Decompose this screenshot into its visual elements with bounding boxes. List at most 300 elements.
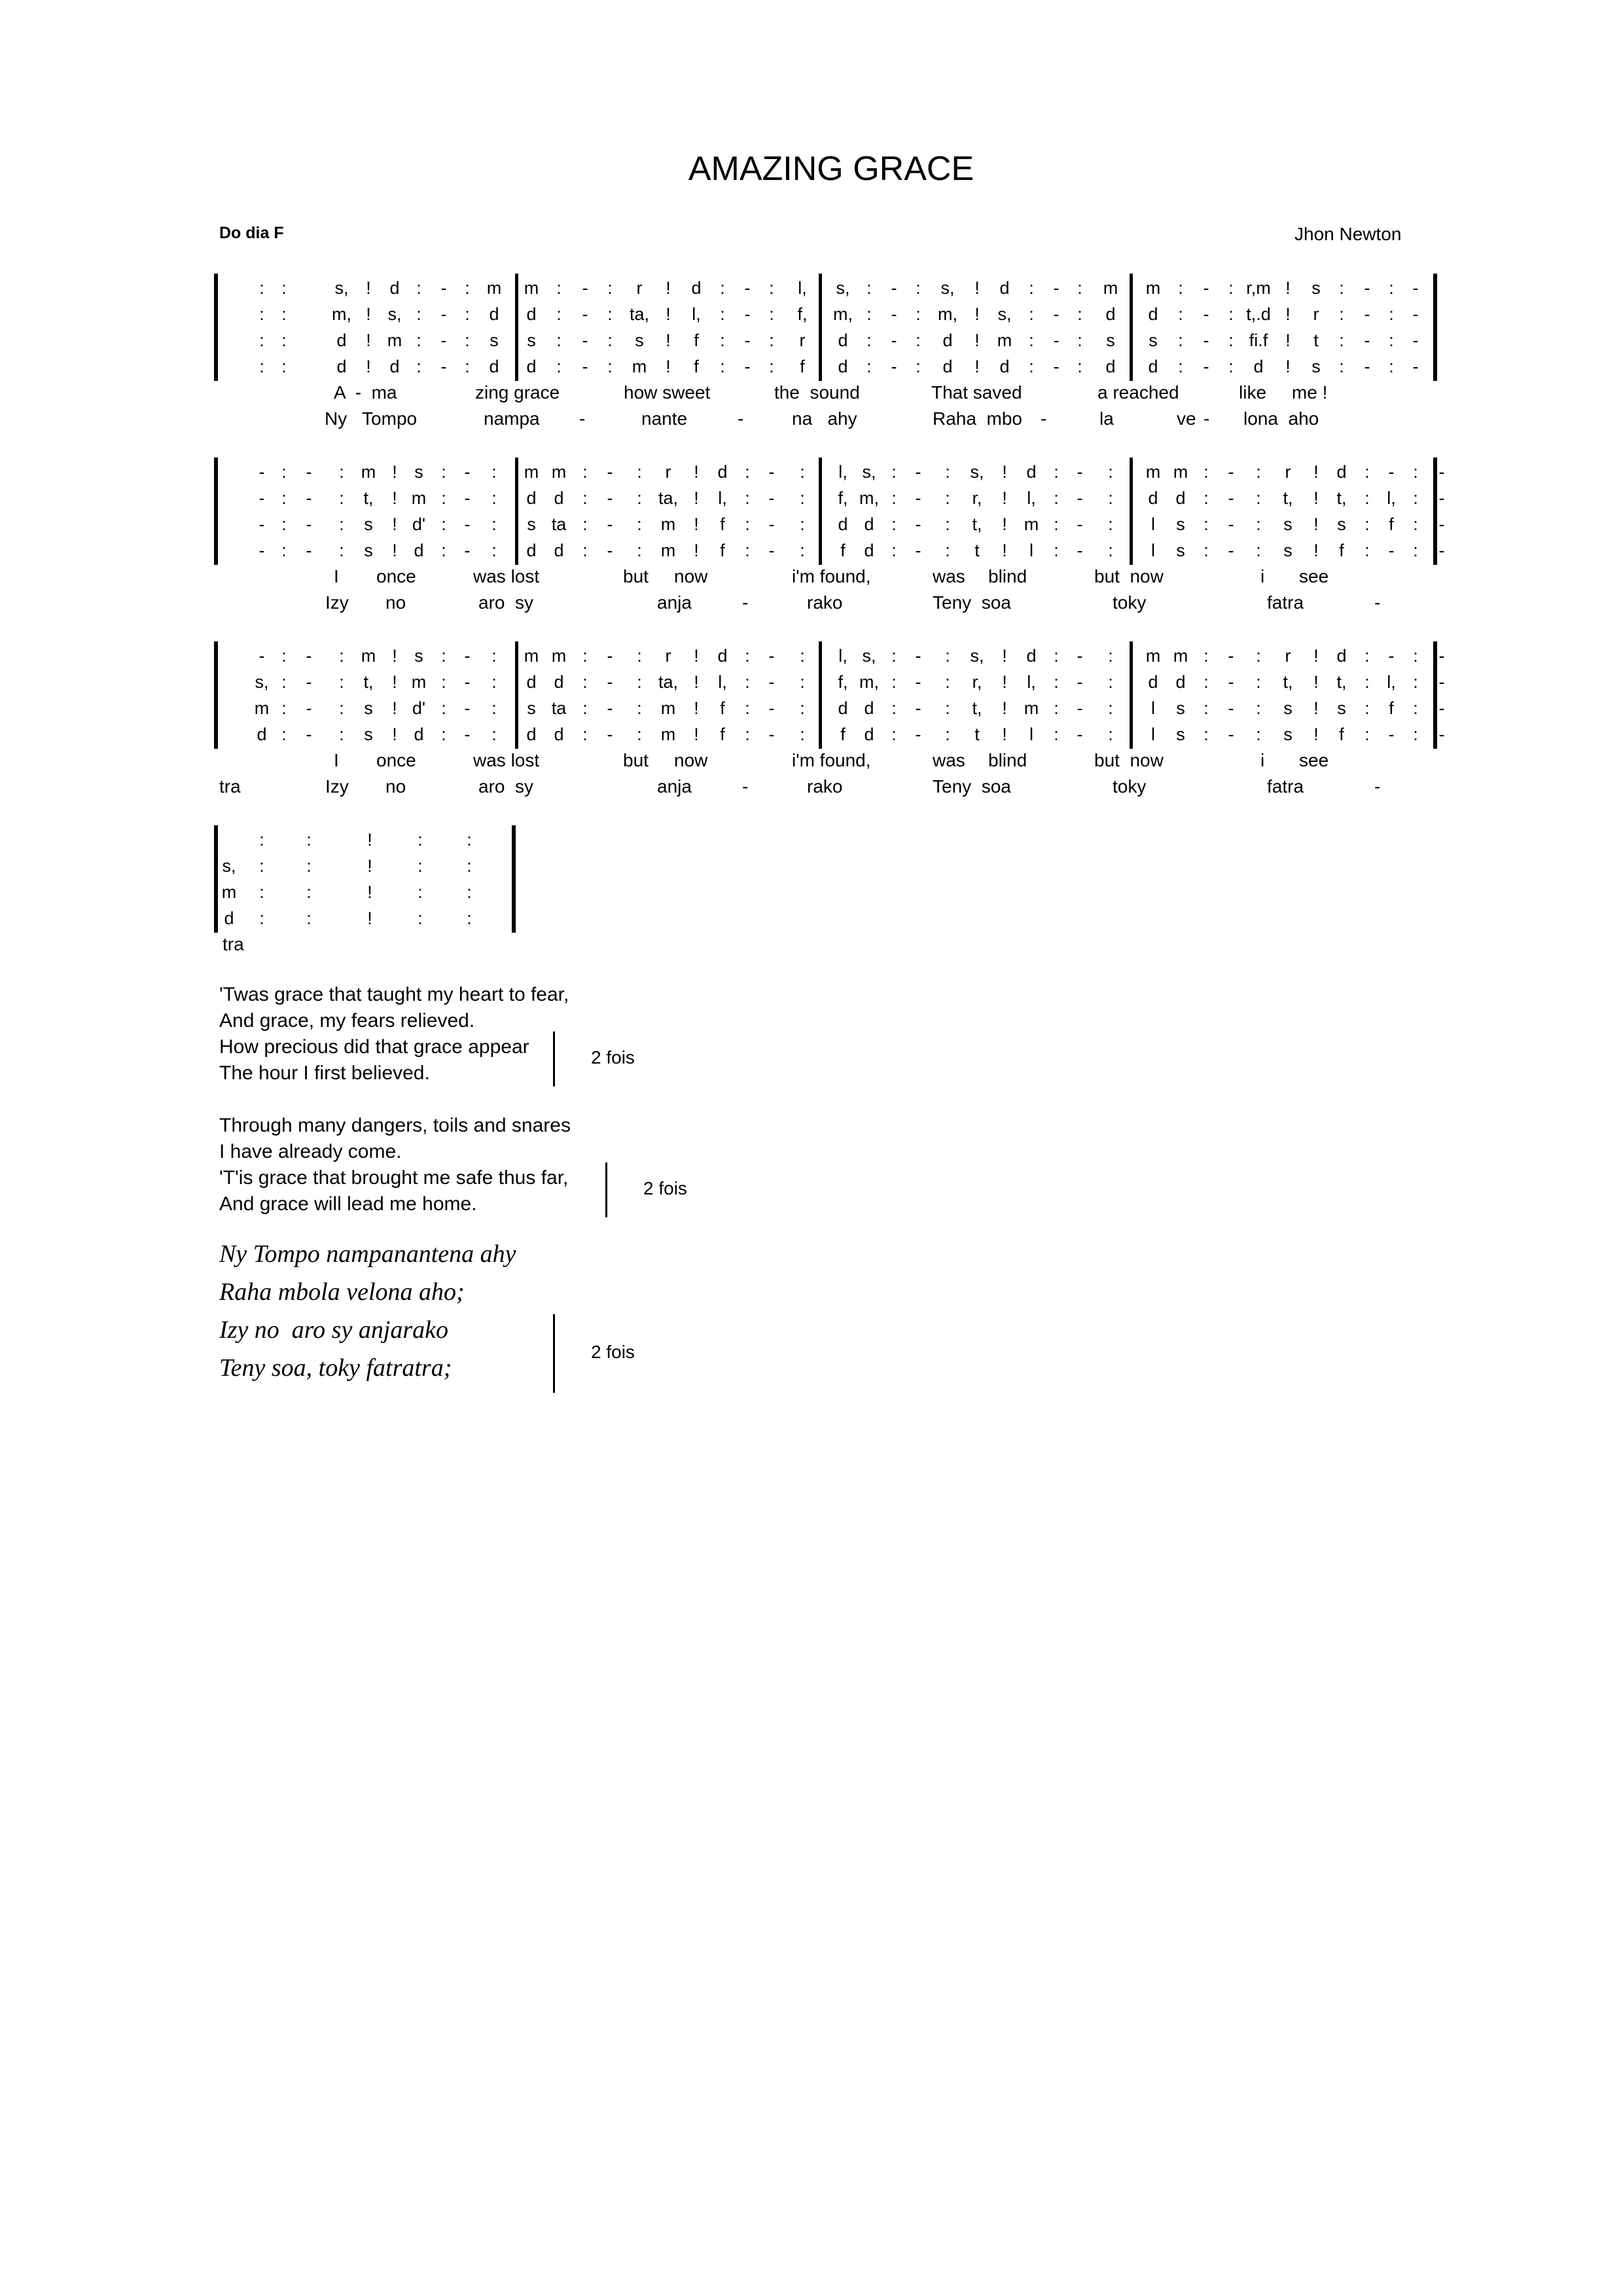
solfa-note: t, bbox=[363, 672, 374, 692]
solfa-note: : bbox=[866, 357, 872, 376]
solfa-note: : bbox=[259, 908, 264, 928]
solfa-note: m bbox=[551, 462, 567, 482]
solfa-note: m bbox=[1103, 278, 1118, 298]
solfa-note: - bbox=[1438, 541, 1445, 560]
solfa-note: : bbox=[1029, 331, 1034, 350]
solfa-note: m bbox=[660, 514, 676, 534]
solfa-note: - bbox=[1077, 646, 1083, 666]
system-right-bar bbox=[1433, 274, 1437, 381]
solfa-note: - bbox=[1053, 357, 1060, 376]
solfa-note: : bbox=[1204, 646, 1209, 666]
solfa-note: - bbox=[1228, 541, 1234, 560]
solfa-note: ! bbox=[392, 672, 397, 692]
solfa-note: ! bbox=[1002, 646, 1007, 666]
verse-line: Raha mbola velona aho; bbox=[219, 1278, 465, 1306]
lyric-syllable: blind bbox=[988, 566, 1027, 586]
solfa-note: : bbox=[1077, 278, 1082, 298]
solfa-note: d bbox=[526, 304, 537, 324]
system-right-bar bbox=[1433, 641, 1437, 749]
repeat-bar bbox=[553, 1314, 555, 1393]
solfa-note: : bbox=[339, 541, 344, 560]
solfa-note: : bbox=[281, 646, 287, 666]
solfa-note: : bbox=[582, 541, 588, 560]
solfa-note: d bbox=[864, 698, 874, 718]
solfa-note: d bbox=[489, 357, 499, 376]
solfa-note: s bbox=[527, 514, 536, 534]
solfa-note: - bbox=[464, 462, 471, 482]
page-title: AMAZING GRACE bbox=[688, 150, 974, 188]
lyric-syllable: rako bbox=[807, 776, 843, 797]
measure-bar bbox=[1130, 274, 1133, 381]
solfa-note: - bbox=[1228, 462, 1234, 482]
system-left-bar bbox=[214, 641, 218, 749]
solfa-note: - bbox=[768, 698, 775, 718]
solfa-note: m bbox=[1145, 646, 1161, 666]
solfa-note: : bbox=[1228, 278, 1234, 298]
lyric-syllable: anja bbox=[657, 592, 692, 613]
solfa-note: - bbox=[1203, 331, 1209, 350]
lyric-syllable: na ahy bbox=[792, 408, 857, 429]
lyric-syllable: now bbox=[674, 750, 708, 770]
solfa-note: - bbox=[915, 514, 921, 534]
solfa-note: ! bbox=[1002, 462, 1007, 482]
solfa-note: - bbox=[440, 304, 447, 324]
solfa-note: : bbox=[281, 278, 287, 298]
solfa-note: : bbox=[891, 488, 897, 508]
solfa-note: l, bbox=[798, 278, 807, 298]
solfa-note: d bbox=[554, 488, 564, 508]
solfa-note: : bbox=[491, 646, 497, 666]
solfa-note: ! bbox=[1285, 304, 1291, 324]
verse-line: Through many dangers, toils and snares bbox=[219, 1115, 571, 1136]
solfa-note: : bbox=[1364, 488, 1370, 508]
lyric-syllable: nante bbox=[641, 408, 688, 429]
solfa-note: : bbox=[800, 698, 805, 718]
lyric-syllable: aro sy bbox=[478, 592, 534, 613]
lyric-syllable: no bbox=[385, 776, 406, 797]
lyric-syllable: see bbox=[1299, 566, 1329, 586]
solfa-note: : bbox=[1256, 514, 1261, 534]
solfa-note: m bbox=[221, 882, 237, 902]
solfa-note: : bbox=[945, 488, 950, 508]
solfa-note: ! bbox=[1313, 514, 1319, 534]
solfa-note: ! bbox=[1313, 672, 1319, 692]
solfa-note: - bbox=[1364, 278, 1370, 298]
solfa-note: f bbox=[800, 357, 805, 376]
solfa-note: l, bbox=[692, 304, 701, 324]
solfa-note: r bbox=[1285, 646, 1291, 666]
solfa-note: : bbox=[945, 698, 950, 718]
solfa-note: s bbox=[1176, 698, 1185, 718]
solfa-note: m, bbox=[332, 304, 351, 324]
solfa-note: : bbox=[339, 725, 344, 744]
solfa-note: f bbox=[840, 541, 846, 560]
solfa-note: : bbox=[945, 541, 950, 560]
solfa-note: : bbox=[441, 672, 446, 692]
solfa-note: : bbox=[339, 646, 344, 666]
solfa-note: : bbox=[1364, 725, 1370, 744]
solfa-note: - bbox=[464, 488, 471, 508]
solfa-note: ! bbox=[1285, 357, 1291, 376]
solfa-note: l bbox=[1029, 725, 1033, 744]
solfa-note: s, bbox=[334, 278, 349, 298]
solfa-note: m, bbox=[859, 672, 879, 692]
solfa-note: r bbox=[636, 278, 643, 298]
solfa-note: l, bbox=[718, 672, 727, 692]
solfa-note: - bbox=[915, 698, 921, 718]
solfa-note: d bbox=[389, 357, 400, 376]
solfa-note: : bbox=[1108, 672, 1113, 692]
solfa-note: m bbox=[411, 488, 427, 508]
solfa-note: l bbox=[1151, 541, 1155, 560]
solfa-note: - bbox=[744, 357, 751, 376]
solfa-note: - bbox=[1438, 462, 1445, 482]
solfa-note: s bbox=[1283, 698, 1293, 718]
solfa-note: ! bbox=[1285, 278, 1291, 298]
solfa-note: : bbox=[1413, 488, 1418, 508]
solfa-note: ta bbox=[551, 698, 567, 718]
lyric-syllable: was bbox=[933, 750, 965, 770]
solfa-note: : bbox=[745, 514, 750, 534]
solfa-note: s bbox=[1337, 698, 1346, 718]
solfa-note: : bbox=[582, 514, 588, 534]
solfa-note: - bbox=[607, 698, 613, 718]
solfa-note: : bbox=[866, 278, 872, 298]
solfa-note: - bbox=[1412, 357, 1419, 376]
solfa-note: - bbox=[1228, 698, 1234, 718]
solfa-note: t, bbox=[363, 488, 374, 508]
solfa-note: d bbox=[1105, 304, 1116, 324]
solfa-note: - bbox=[1077, 725, 1083, 744]
solfa-note: s, bbox=[970, 646, 984, 666]
solfa-note: s bbox=[364, 698, 373, 718]
solfa-note: - bbox=[1053, 331, 1060, 350]
solfa-note: : bbox=[891, 646, 897, 666]
solfa-note: : bbox=[416, 304, 421, 324]
solfa-note: d bbox=[336, 331, 347, 350]
solfa-note: m bbox=[387, 331, 402, 350]
solfa-note: l, bbox=[838, 462, 847, 482]
solfa-note: s bbox=[490, 331, 499, 350]
solfa-note: t,.d bbox=[1246, 304, 1271, 324]
solfa-note: d bbox=[1253, 357, 1264, 376]
solfa-note: d bbox=[838, 514, 848, 534]
solfa-note: ! bbox=[1002, 672, 1007, 692]
solfa-note: ! bbox=[666, 357, 671, 376]
solfa-note: : bbox=[582, 698, 588, 718]
solfa-note: - bbox=[768, 514, 775, 534]
solfa-note: m bbox=[1145, 462, 1161, 482]
solfa-note: : bbox=[1413, 514, 1418, 534]
solfa-note: - bbox=[306, 646, 312, 666]
solfa-note: - bbox=[1053, 304, 1060, 324]
solfa-note: : bbox=[866, 331, 872, 350]
solfa-note: ta bbox=[551, 514, 567, 534]
solfa-note: - bbox=[1438, 698, 1445, 718]
solfa-note: : bbox=[637, 672, 642, 692]
solfa-note: m bbox=[997, 331, 1012, 350]
solfa-note: s bbox=[1106, 331, 1115, 350]
solfa-note: d bbox=[1148, 672, 1158, 692]
solfa-note: : bbox=[491, 541, 497, 560]
solfa-note: m, bbox=[938, 304, 957, 324]
solfa-note: : bbox=[259, 278, 264, 298]
solfa-note: - bbox=[1228, 514, 1234, 534]
solfa-note: - bbox=[1388, 646, 1395, 666]
solfa-note: f, bbox=[838, 672, 848, 692]
solfa-note: f bbox=[720, 541, 725, 560]
solfa-note: : bbox=[1029, 357, 1034, 376]
solfa-note: - bbox=[1228, 488, 1234, 508]
solfa-note: : bbox=[1029, 278, 1034, 298]
solfa-note: : bbox=[745, 646, 750, 666]
solfa-note: f bbox=[720, 514, 725, 534]
solfa-note: : bbox=[1389, 278, 1394, 298]
solfa-note: : bbox=[416, 331, 421, 350]
solfa-note: - bbox=[891, 357, 897, 376]
solfa-note: ! bbox=[1002, 698, 1007, 718]
author: Jhon Newton bbox=[1294, 224, 1402, 244]
solfa-note: : bbox=[1204, 672, 1209, 692]
lyric-syllable: A - ma bbox=[334, 382, 397, 403]
lyric-syllable: see bbox=[1299, 750, 1329, 770]
solfa-note: - bbox=[891, 278, 897, 298]
solfa-note: d bbox=[414, 725, 424, 744]
solfa-note: t bbox=[974, 725, 980, 744]
measure-bar bbox=[515, 641, 518, 749]
solfa-note: : bbox=[418, 882, 423, 902]
solfa-note: : bbox=[769, 304, 774, 324]
solfa-note: m, bbox=[833, 304, 853, 324]
solfa-note: : bbox=[465, 278, 470, 298]
solfa-note: : bbox=[556, 331, 562, 350]
solfa-note: ! bbox=[367, 908, 372, 928]
solfa-note: m bbox=[1145, 278, 1161, 298]
solfa-note: m bbox=[1024, 514, 1039, 534]
solfa-note: : bbox=[1178, 278, 1183, 298]
solfa-note: d bbox=[864, 725, 874, 744]
solfa-note: l bbox=[1151, 514, 1155, 534]
solfa-note: - bbox=[607, 672, 613, 692]
solfa-note: t, bbox=[972, 514, 982, 534]
solfa-note: m bbox=[660, 698, 676, 718]
solfa-note: l, bbox=[1027, 672, 1036, 692]
solfa-note: - bbox=[768, 488, 775, 508]
solfa-note: d bbox=[1336, 646, 1347, 666]
solfa-note: : bbox=[1108, 462, 1113, 482]
solfa-note: : bbox=[745, 725, 750, 744]
lyric-syllable: tra bbox=[219, 776, 241, 797]
solfa-note: - bbox=[1203, 304, 1209, 324]
solfa-note: - bbox=[607, 514, 613, 534]
solfa-note: ! bbox=[1285, 331, 1291, 350]
solfa-note: ! bbox=[392, 462, 397, 482]
solfa-note: ! bbox=[694, 541, 699, 560]
solfa-note: : bbox=[916, 331, 921, 350]
solfa-note: : bbox=[607, 357, 613, 376]
solfa-note: ! bbox=[1313, 725, 1319, 744]
solfa-note: - bbox=[464, 541, 471, 560]
solfa-note: : bbox=[1077, 357, 1082, 376]
solfa-note: - bbox=[259, 488, 265, 508]
solfa-note: - bbox=[915, 725, 921, 744]
solfa-note: - bbox=[915, 462, 921, 482]
solfa-note: ! bbox=[392, 646, 397, 666]
solfa-note: ! bbox=[392, 541, 397, 560]
solfa-note: : bbox=[891, 514, 897, 534]
solfa-note: : bbox=[556, 357, 562, 376]
solfa-note: d bbox=[526, 357, 537, 376]
solfa-note: m bbox=[524, 278, 539, 298]
solfa-note: : bbox=[281, 541, 287, 560]
measure-bar bbox=[819, 457, 822, 565]
solfa-note: s bbox=[635, 331, 644, 350]
lyric-syllable: - bbox=[1041, 408, 1047, 429]
solfa-note: - bbox=[582, 304, 588, 324]
solfa-note: s bbox=[1283, 514, 1293, 534]
solfa-note: r bbox=[1285, 462, 1291, 482]
solfa-note: m bbox=[254, 698, 270, 718]
solfa-note: : bbox=[1256, 672, 1261, 692]
solfa-note: : bbox=[259, 830, 264, 850]
solfa-note: s bbox=[1176, 725, 1185, 744]
solfa-note: - bbox=[464, 646, 471, 666]
solfa-note: : bbox=[637, 646, 642, 666]
solfa-note: : bbox=[339, 514, 344, 534]
verse-line: 'T'is grace that brought me safe thus far, bbox=[219, 1167, 569, 1189]
solfa-note: : bbox=[441, 462, 446, 482]
lyric-syllable: i bbox=[1260, 750, 1265, 770]
solfa-note: : bbox=[1054, 462, 1059, 482]
solfa-note: - bbox=[891, 331, 897, 350]
solfa-note: : bbox=[1108, 646, 1113, 666]
solfa-note: : bbox=[607, 304, 613, 324]
solfa-note: l bbox=[1151, 725, 1155, 744]
lyric-syllable: now bbox=[674, 566, 708, 586]
solfa-note: : bbox=[1108, 725, 1113, 744]
solfa-note: : bbox=[281, 725, 287, 744]
solfa-note: - bbox=[1412, 304, 1419, 324]
solfa-note: d' bbox=[412, 514, 426, 534]
lyric-syllable: rako bbox=[807, 592, 843, 613]
verse-line: 'Twas grace that taught my heart to fear, bbox=[219, 984, 569, 1005]
solfa-note: : bbox=[769, 331, 774, 350]
solfa-note: d bbox=[1175, 488, 1186, 508]
solfa-note: - bbox=[915, 488, 921, 508]
solfa-note: t, bbox=[1283, 488, 1293, 508]
lyric-syllable: a reached bbox=[1097, 382, 1179, 403]
solfa-note: - bbox=[1438, 488, 1445, 508]
solfa-note: : bbox=[281, 331, 287, 350]
solfa-note: s bbox=[364, 725, 373, 744]
solfa-note: : bbox=[745, 541, 750, 560]
solfa-note: : bbox=[1256, 725, 1261, 744]
solfa-note: ! bbox=[1313, 488, 1319, 508]
lyric-syllable: Izy bbox=[325, 592, 349, 613]
solfa-note: t, bbox=[972, 698, 982, 718]
solfa-note: l, bbox=[718, 488, 727, 508]
measure-bar bbox=[1130, 641, 1133, 749]
solfa-note: - bbox=[582, 278, 588, 298]
lyric-syllable: anja bbox=[657, 776, 692, 797]
solfa-note: : bbox=[745, 672, 750, 692]
solfa-note: : bbox=[1413, 698, 1418, 718]
solfa-note: d bbox=[1175, 672, 1186, 692]
lyric-syllable: - bbox=[742, 776, 749, 797]
solfa-note: ! bbox=[1002, 488, 1007, 508]
solfa-note: - bbox=[440, 331, 447, 350]
solfa-note: : bbox=[1077, 331, 1082, 350]
solfa-note: s, bbox=[862, 646, 876, 666]
solfa-note: : bbox=[1054, 514, 1059, 534]
solfa-note: : bbox=[1364, 541, 1370, 560]
solfa-note: - bbox=[440, 278, 447, 298]
solfa-note: : bbox=[1389, 304, 1394, 324]
solfa-note: : bbox=[491, 698, 497, 718]
solfa-note: : bbox=[1054, 725, 1059, 744]
solfa-note: : bbox=[465, 304, 470, 324]
solfa-note: - bbox=[1077, 488, 1083, 508]
solfa-note: : bbox=[1108, 698, 1113, 718]
solfa-note: : bbox=[1413, 672, 1418, 692]
solfa-note: r, bbox=[972, 488, 982, 508]
solfa-note: f bbox=[1389, 698, 1394, 718]
lyric-syllable: but bbox=[623, 750, 649, 770]
solfa-note: - bbox=[607, 488, 613, 508]
solfa-note: : bbox=[418, 908, 423, 928]
solfa-note: s bbox=[414, 462, 423, 482]
solfa-note: r bbox=[665, 462, 671, 482]
solfa-note: : bbox=[1364, 514, 1370, 534]
solfa-note: l, bbox=[1387, 488, 1396, 508]
solfa-note: - bbox=[1077, 698, 1083, 718]
solfa-note: : bbox=[306, 830, 312, 850]
solfa-note: s bbox=[364, 541, 373, 560]
lyric-syllable: tra bbox=[223, 934, 244, 954]
solfa-note: - bbox=[582, 331, 588, 350]
solfa-note: : bbox=[1108, 488, 1113, 508]
solfa-note: : bbox=[441, 541, 446, 560]
solfa-note: d bbox=[1026, 646, 1037, 666]
solfa-note: ! bbox=[694, 488, 699, 508]
solfa-note: - bbox=[259, 514, 265, 534]
measure-bar bbox=[819, 274, 822, 381]
repeat-label: 2 fois bbox=[591, 1047, 635, 1067]
solfa-note: - bbox=[306, 514, 312, 534]
solfa-note: r,m bbox=[1246, 278, 1271, 298]
solfa-note: - bbox=[1228, 672, 1234, 692]
solfa-note: s bbox=[527, 331, 536, 350]
solfa-note: : bbox=[745, 462, 750, 482]
solfa-note: ! bbox=[1313, 646, 1319, 666]
solfa-note: - bbox=[1438, 725, 1445, 744]
solfa-note: : bbox=[306, 856, 312, 876]
solfa-note: : bbox=[745, 488, 750, 508]
solfa-note: d bbox=[1026, 462, 1037, 482]
measure-bar bbox=[1130, 457, 1133, 565]
solfa-note: : bbox=[769, 357, 774, 376]
solfa-note: ! bbox=[974, 357, 980, 376]
solfa-note: d bbox=[1105, 357, 1116, 376]
solfa-note: ! bbox=[666, 304, 671, 324]
solfa-note: : bbox=[1204, 541, 1209, 560]
solfa-note: s bbox=[364, 514, 373, 534]
solfa-note: m bbox=[1173, 646, 1188, 666]
solfa-note: f bbox=[694, 357, 699, 376]
solfa-note: ! bbox=[366, 278, 371, 298]
solfa-note: - bbox=[1438, 514, 1445, 534]
solfa-note: : bbox=[281, 304, 287, 324]
